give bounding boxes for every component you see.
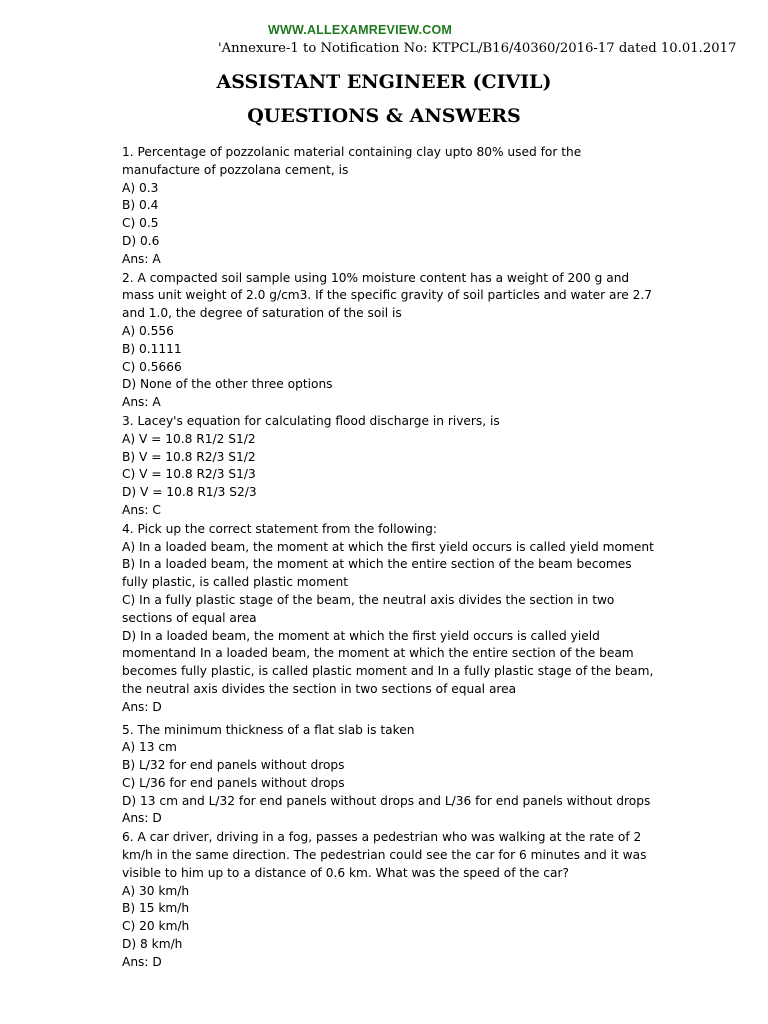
question-text: 5. The minimum thickness of a flat slab is taken [122,722,415,737]
question-text: 3. Lacey's equation for calculating flood discharge in rivers, is [122,413,500,428]
answer-option: A) 30 km/h [122,883,190,898]
answer-option: C) L/36 for end panels without drops [122,775,345,790]
answer-option: C) 0.5 [122,216,159,231]
answer-option: C) 20 km/h [122,919,190,934]
question-block [122,413,682,520]
answer-option: C) 0.5666 [122,359,182,374]
answer-option: the neutral axis divides the section in two sections of equal area [122,681,517,696]
question-block [122,829,682,971]
answer-option: D) 13 cm and L/32 for end panels without drops and L/36 for end panels without drops [122,793,651,808]
question-text: and 1.0, the degree of saturation of the soil is [122,306,402,321]
question-list [122,144,682,973]
answer-option: A) V = 10.8 R1/2 S1/2 [122,431,256,446]
answer-option: becomes fully plastic, is called plastic moment and In a fully plastic stage of the beam, [122,664,654,679]
question-text: 6. A car driver, driving in a fog, passes a pedestrian who was walking at the rate of 2 [122,830,642,845]
question-block [122,144,682,269]
answer-option: momentand In a loaded beam, the moment at which the entire section of the beam [122,646,634,661]
correct-answer: Ans: D [122,954,162,969]
answer-option: A) 0.556 [122,323,174,338]
answer-option: B) 0.4 [122,198,159,213]
question-text: mass unit weight of 2.0 g/cm3. If the specific gravity of soil particles and water are 2.7 [122,288,653,303]
answer-option: B) 15 km/h [122,901,190,916]
correct-answer: Ans: C [122,502,161,517]
answer-option: D) None of the other three options [122,377,333,392]
question-block [122,270,682,412]
answer-option: C) In a fully plastic stage of the beam, the neutral axis divides the section in two [122,592,615,607]
answer-option: B) V = 10.8 R2/3 S1/2 [122,449,256,464]
annexure-notice: 'Annexure-1 to Notification No: KTPCL/B16/40360/2016-17 dated 10.01.2017 [218,41,737,56]
correct-answer: Ans: A [122,251,161,266]
question-text: 2. A compacted soil sample using 10% moisture content has a weight of 200 g and [122,270,630,285]
answer-option: B) In a loaded beam, the moment at which the entire section of the beam becomes [122,557,632,572]
correct-answer: Ans: D [122,699,162,714]
answer-option: sections of equal area [122,610,257,625]
website-url: WWW.ALLEXAMREVIEW.COM [268,23,453,37]
correct-answer: Ans: A [122,395,161,410]
page-title: ASSISTANT ENGINEER (CIVIL) [216,71,552,93]
answer-option: B) 0.1111 [122,341,182,356]
question-text: 4. Pick up the correct statement from the following: [122,521,437,536]
answer-option: B) L/32 for end panels without drops [122,758,345,773]
question-text: km/h in the same direction. The pedestrian could see the car for 6 minutes and it was [122,848,647,863]
question-text: 1. Percentage of pozzolanic material containing clay upto 80% used for the [122,145,582,159]
answer-option: A) 13 cm [122,740,177,755]
answer-option: A) In a loaded beam, the moment at which the first yield occurs is called yield moment [122,539,654,554]
answer-option: D) 0.6 [122,233,160,248]
page-subtitle: QUESTIONS & ANSWERS [247,105,521,127]
answer-option: D) V = 10.8 R1/3 S2/3 [122,485,257,500]
answer-option: D) 8 km/h [122,937,183,952]
question-block [122,722,682,829]
answer-option: fully plastic, is called plastic moment [122,575,348,590]
answer-option: A) 0.3 [122,180,159,195]
question-text: visible to him up to a distance of 0.6 km. What was the speed of the car? [122,865,569,880]
answer-option: D) In a loaded beam, the moment at which the first yield occurs is called yield [122,628,600,643]
correct-answer: Ans: D [122,811,162,826]
question-text: manufacture of pozzolana cement, is [122,162,349,177]
question-block [122,521,682,717]
answer-option: C) V = 10.8 R2/3 S1/3 [122,467,256,482]
